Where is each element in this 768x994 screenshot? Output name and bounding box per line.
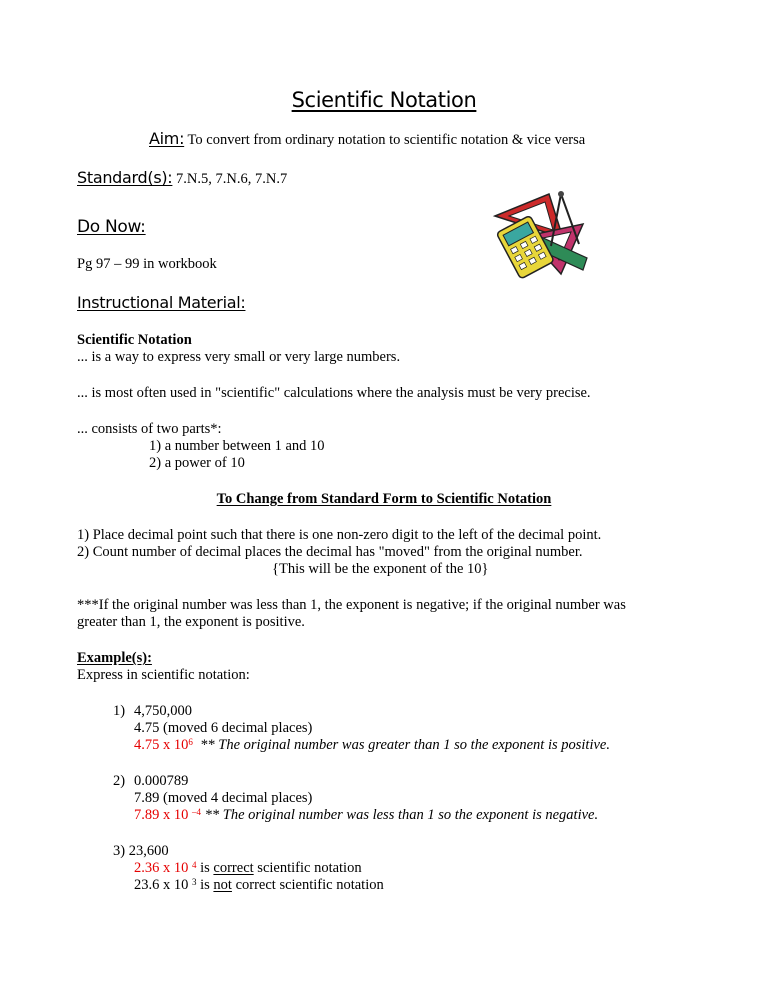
example-2-number: 2) [113,773,126,789]
parts-item-2: 2) a power of 10 [149,455,245,471]
change-step-1: 1) Place decimal point such that there is one non-zero digit to the left of the decimal point. [77,527,602,543]
sci-notation-line2: ... is most often used in "scientific" calculations where the analysis must be very precise. [77,385,591,401]
change-step-2-note: {This will be the exponent of the 10} [272,561,489,577]
example-2-value: 0.000789 [134,773,189,789]
example-1-result: 4.75 x 10 [134,737,189,753]
example-3-wrong-is: is [200,877,210,893]
example-3-correct-line [134,860,362,877]
example-3-value: 23,600 [128,843,169,859]
example-1-number: 1) [113,703,126,719]
example-3-wrong-exponent: 3 [192,877,197,887]
aim-line [149,130,585,149]
aim-label: Aim: [149,129,185,148]
example-3-correct-base: 2.36 x 10 [134,860,189,876]
geometry-tools-clipart-icon [487,188,589,280]
examples-heading: Example(s): [77,650,152,666]
example-3-wrong-rest: correct scientific notation [235,877,384,893]
page-title: Scientific Notation [291,88,477,112]
do-now-text: Pg 97 – 99 in workbook [77,256,217,272]
example-3-line [113,843,169,860]
example-2-result-line [134,807,598,824]
example-3-wrong-base: 23.6 x 10 [134,877,189,893]
example-3-correct-exponent: 4 [192,860,197,870]
parts-item-1: 1) a number between 1 and 10 [149,438,325,454]
example-1-exponent: 6 [188,737,193,747]
aim-text: To convert from ordinary notation to scientific notation & vice versa [187,132,586,148]
example-3-correct-rest: scientific notation [257,860,362,876]
example-1-result-line [134,737,610,754]
instructional-label: Instructional Material: [77,293,246,312]
example-1-moved: 4.75 (moved 6 decimal places) [134,720,313,736]
change-note-line2: greater than 1, the exponent is positive. [77,614,305,630]
do-now-label: Do Now: [77,217,146,237]
standard-text: 7.N.5, 7.N.6, 7.N.7 [176,171,288,187]
example-3-correct-word: correct [213,860,254,876]
standard-line [77,169,287,188]
sci-notation-heading: Scientific Notation [77,332,192,348]
example-3-number: 3) [113,843,126,859]
example-2-note: ** The original number was less than 1 so the exponent is negative. [204,807,599,823]
example-2-moved: 7.89 (moved 4 decimal places) [134,790,313,806]
examples-instruction: Express in scientific notation: [77,667,250,683]
sci-notation-line1: ... is a way to express very small or very large numbers. [77,349,401,365]
example-1-value: 4,750,000 [134,703,192,719]
sci-notation-line3: ... consists of two parts*: [77,421,222,437]
example-1-note: ** The original number was greater than 1 so the exponent is positive. [200,737,610,753]
example-3-wrong-word: not [213,877,232,893]
change-step-2: 2) Count number of decimal places the decimal has "moved" from the original number. [77,544,583,560]
change-heading: To Change from Standard Form to Scientific Notation [216,491,552,507]
example-2-exponent: –4 [192,807,201,817]
change-note-line1: ***If the original number was less than 1, the exponent is negative; if the original number was [77,597,626,613]
example-3-correct-is: is [200,860,210,876]
example-3-wrong-line [134,877,384,894]
example-2-result: 7.89 x 10 [134,807,189,823]
standard-label: Standard(s): [77,168,173,187]
